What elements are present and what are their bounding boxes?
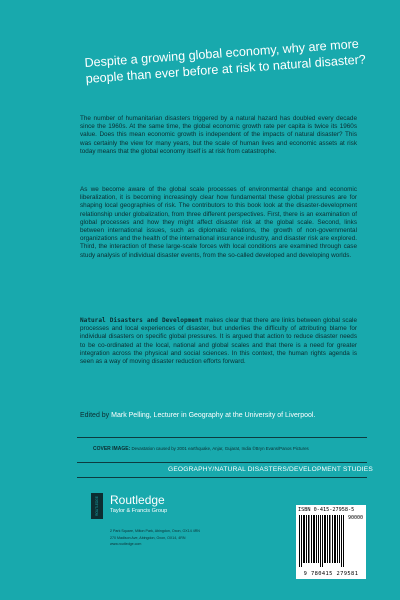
book-title-inline: Natural Disasters and Development [80,317,203,324]
isbn-label: ISBN 0-415-27958-5 [298,507,355,513]
editor-credit [80,412,357,419]
publisher-group: Taylor & Francis Group [110,508,168,514]
blurb-paragraph-3-text: makes clear that there are links between global scale processes and local experiences of disaster, but underlies the difficulty of attributing blame for individual disasters on specific global pressures. It is argued that action to reduce disaster needs to be co-ordinated at the local, national and global scales and that there is a need for greater integration across the physical and social sciences. In this context, the human rights agenda is seen as a way of moving disaster reduction efforts forward. [80,317,357,366]
barcode-icon [299,515,345,567]
blurb-paragraph-3 [80,317,357,366]
publisher-address [110,528,260,548]
cover-image-credit [93,446,373,452]
subject-category: GEOGRAPHY/NATURAL DISASTERS/DEVELOPMENT STUDIES [168,466,373,473]
divider-middle [77,462,367,463]
divider-top [77,437,367,438]
divider-bottom [77,477,367,478]
publisher-name: Routledge [110,493,165,507]
address-line-2: 270 Madison Ave, Abingdon, Oxon, OX14, 4RN [110,535,186,540]
editor-name: Mark Pelling [111,412,150,419]
price-code: 90000 [347,515,363,521]
barcode-number: 9 780415 279581 [303,571,359,577]
blurb-paragraph-2: As we become aware of the global scale processes of environmental change and economic liberalization, it is becoming increasingly clear how fundamental these global pressures are for shaping local geographies of risk. The contributors to this book look at the disaster-development relationship under globalization, from three different perspectives. First, there is an examination of global processes and how they might affect disaster risk at the global scale. Second, links between international issues, such as diplomatic relations, the growth of non-governmental organizations and the health of the international insurance industry, and disaster risk are explored. Third, the interaction of these large-scale forces with local conditions are examined through case study analysis of individual disaster events, from the so-called developed and developing worlds. [80,186,357,259]
logo-vertical-text: ROUTLEDGE [94,496,99,516]
editor-role: , Lecturer in Geography at the University of Liverpool. [149,412,316,419]
editor-prefix: Edited by [80,412,112,419]
routledge-logo-icon [91,493,103,519]
address-line-1: 2 Park Square, Milton Park, Abingdon, Oxon, OX14 4RN [110,529,200,533]
back-cover-headline: Despite a growing global economy, why are more people than ever before at risk to natural disaster? [84,36,367,86]
cover-image-text: Devastation caused by 2001 earthquake, Anjar, Gujarat, India ©Bryn Evans/Panos Pictures [130,446,309,451]
cover-image-label: COVER IMAGE: [93,446,131,452]
barcode-panel [296,505,366,579]
address-line-3: www.routledge.com [110,542,142,547]
blurb-paragraph-1: The number of humanitarian disasters triggered by a natural hazard has doubled every decade since the 1960s. At the same time, the global economic growth rate per capita is twice its 1960s value. Does this mean economic growth is independent of the impacts of natural disaster? This was certainly the view for many years, but the scale of human lives and economic assets at risk today means that the global economy itself is at risk from catastrophe. [80,115,357,155]
